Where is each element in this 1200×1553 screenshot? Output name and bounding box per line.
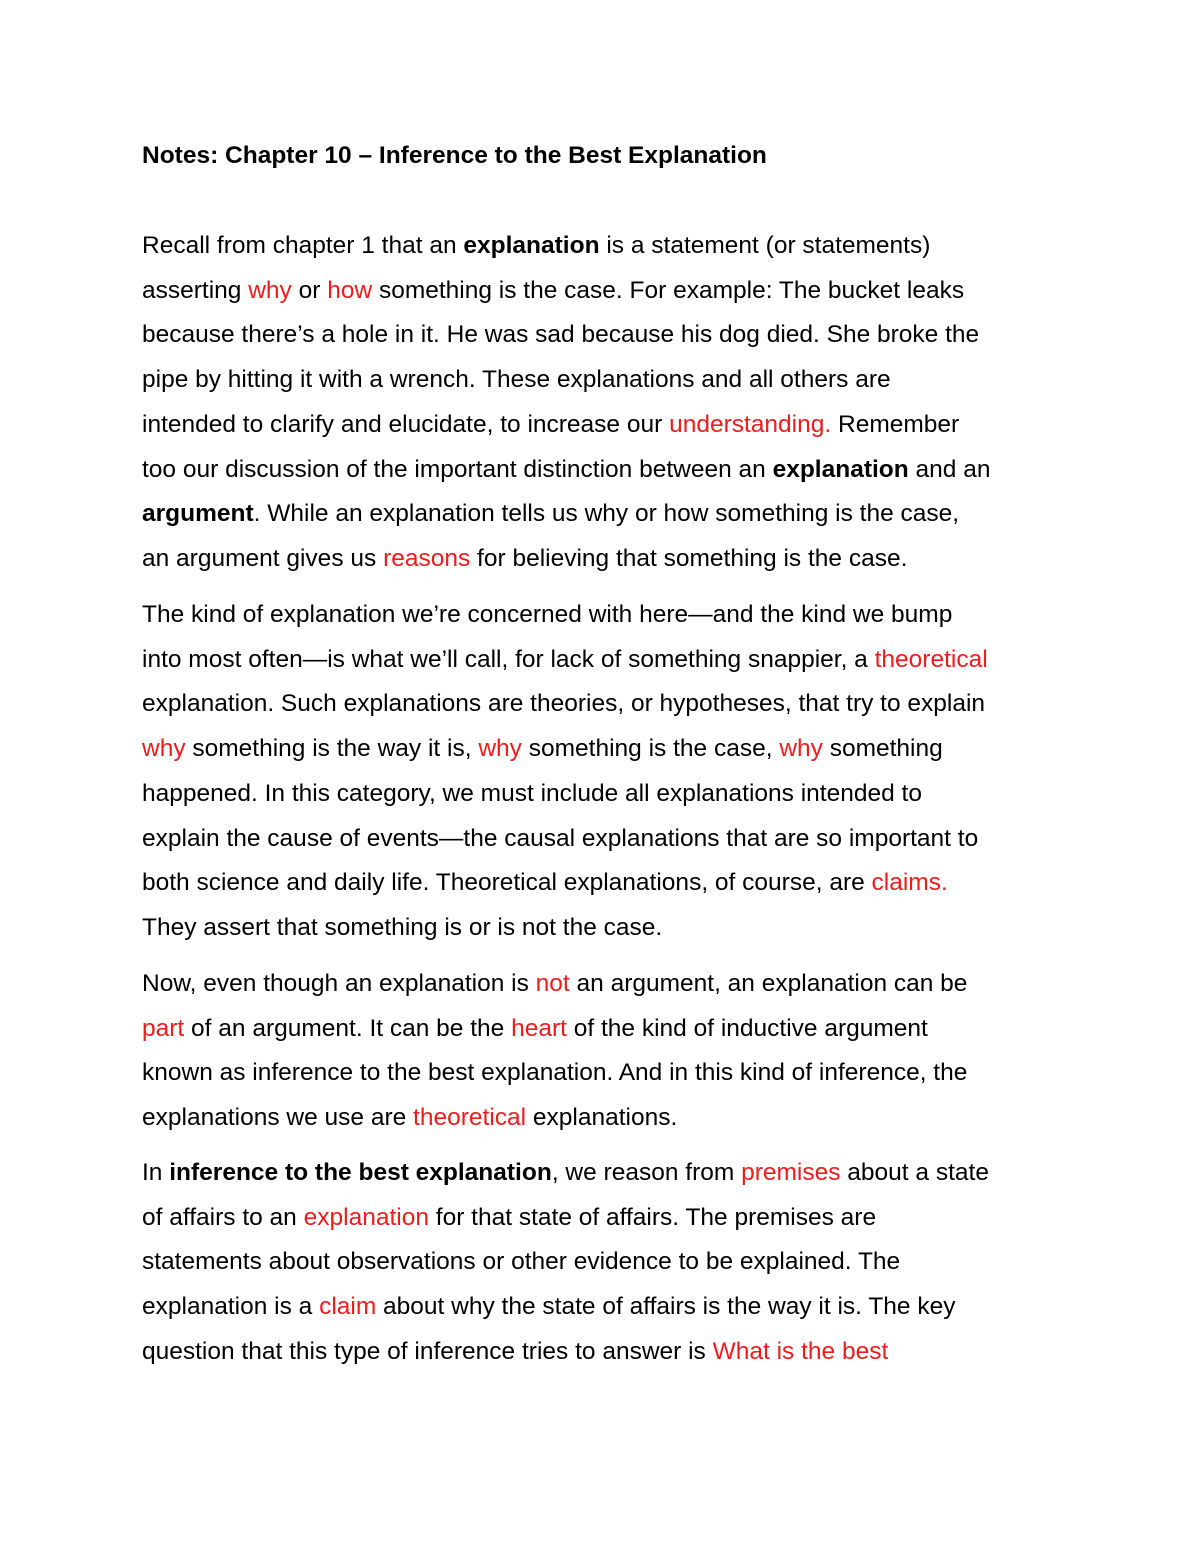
text-run: of affairs to an [142,1203,304,1231]
text-run: is a statement (or statements) [599,232,931,259]
text-run: explanation is a [142,1293,320,1321]
highlighted-term: reasons [383,544,471,572]
text-run: about why the state of affairs is the way it is. The key [376,1293,956,1321]
text-run: The kind of explanation we’re concerned with here—and the kind we bump [142,601,953,628]
text-line [142,1285,1077,1330]
text-line [142,269,1077,314]
text-line [142,817,1077,862]
text-line [142,1007,1077,1052]
paragraph-inference-to-best-explanation [142,1151,1077,1375]
text-run: for believing that something is the case. [470,544,908,572]
highlighted-term: explanation [303,1203,429,1231]
text-line [142,224,1077,269]
text-run: . While an explanation tells us why or how something is the case, [253,500,960,528]
text-run: explanations we use are [142,1104,414,1132]
text-run: or [291,276,328,304]
text-run: explanation. Such explanations are theories, or hypotheses, that try to explain [142,690,986,718]
paragraph-theoretical-explanation [142,593,1077,951]
text-run: explain the cause of events—the causal explanations that are so important to [142,824,979,852]
text-line [142,962,1077,1007]
text-run: Remember [831,410,960,438]
text-line [142,1330,1077,1375]
highlighted-term: heart [511,1014,567,1042]
text-run: pipe by hitting it with a wrench. These explanations and all others are [142,366,891,394]
text-run: about a state [840,1159,989,1186]
highlighted-term: claims. [871,869,948,897]
bold-term: argument [142,500,254,528]
highlighted-term: premises [741,1159,841,1186]
text-run: statements about observations or other evidence to be explained. The [142,1248,901,1276]
page-title: Notes: Chapter 10 – Inference to the Best Explanation [142,142,767,169]
highlighted-term: understanding. [669,410,832,438]
bold-term: explanation [772,455,909,483]
highlighted-term: theoretical [413,1104,527,1132]
text-line [142,358,1077,403]
text-run: something is the way it is, [185,735,479,763]
text-run: Recall from chapter 1 that an [142,232,464,259]
text-run: question that this type of inference tries to answer is [142,1337,713,1365]
text-line [142,593,1077,638]
highlighted-term: why [142,735,186,763]
text-line [142,638,1077,683]
text-line [142,537,1077,582]
text-run: an argument gives us [142,544,384,572]
highlighted-term: why [478,735,522,763]
text-line [142,403,1077,448]
highlighted-term: why [779,735,823,763]
highlighted-term: why [248,276,292,304]
text-run: happened. In this category, we must include all explanations intended to [142,779,922,807]
text-run: something is the case, [521,735,780,763]
text-run: an argument, an explanation can be [569,970,968,997]
highlighted-term: part [142,1014,185,1042]
text-line [142,1196,1077,1241]
text-run: intended to clarify and elucidate, to increase our [142,410,670,438]
text-line [142,772,1077,817]
text-line [142,448,1077,493]
paragraph-explanation-vs-argument [142,962,1077,1141]
text-run: and an [908,455,991,483]
highlighted-term: claim [319,1293,377,1321]
text-run: because there’s a hole in it. He was sad because his dog died. She broke the [142,321,980,349]
paragraph-explanation-definition [142,224,1077,582]
text-run: They assert that something is or is not the case. [142,913,663,941]
text-line [142,313,1077,358]
text-line [142,1096,1077,1141]
text-run: too our discussion of the important distinction between an [142,455,773,483]
text-run: both science and daily life. Theoretical explanations, of course, are [142,869,872,897]
text-run: In [142,1159,170,1186]
highlighted-term: not [535,970,570,997]
text-line [142,906,1077,951]
bold-term: explanation [463,232,600,259]
highlighted-term: how [327,276,373,304]
text-run: Now, even though an explanation is [142,970,536,997]
text-run: asserting [142,276,249,304]
text-run: of an argument. It can be the [184,1014,512,1042]
text-run: of the kind of inductive argument [566,1014,928,1042]
text-run: something is the case. For example: The bucket leaks [372,276,965,304]
text-line [142,1051,1077,1096]
text-run: explanations. [526,1104,678,1132]
bold-term: inference to the best explanation [169,1159,552,1186]
text-line [142,1240,1077,1285]
text-run: something [822,735,943,763]
text-line [142,727,1077,772]
text-line [142,1151,1077,1196]
highlighted-term: What is the best [712,1337,889,1365]
text-run: into most often—is what we’ll call, for lack of something snappier, a [142,645,875,673]
text-run: for that state of affairs. The premises are [428,1203,877,1231]
text-line [142,682,1077,727]
text-line [142,492,1077,537]
text-line [142,861,1077,906]
text-run: known as inference to the best explanation. And in this kind of inference, the [142,1059,968,1087]
highlighted-term: theoretical [874,645,988,673]
text-run: , we reason from [551,1159,742,1186]
